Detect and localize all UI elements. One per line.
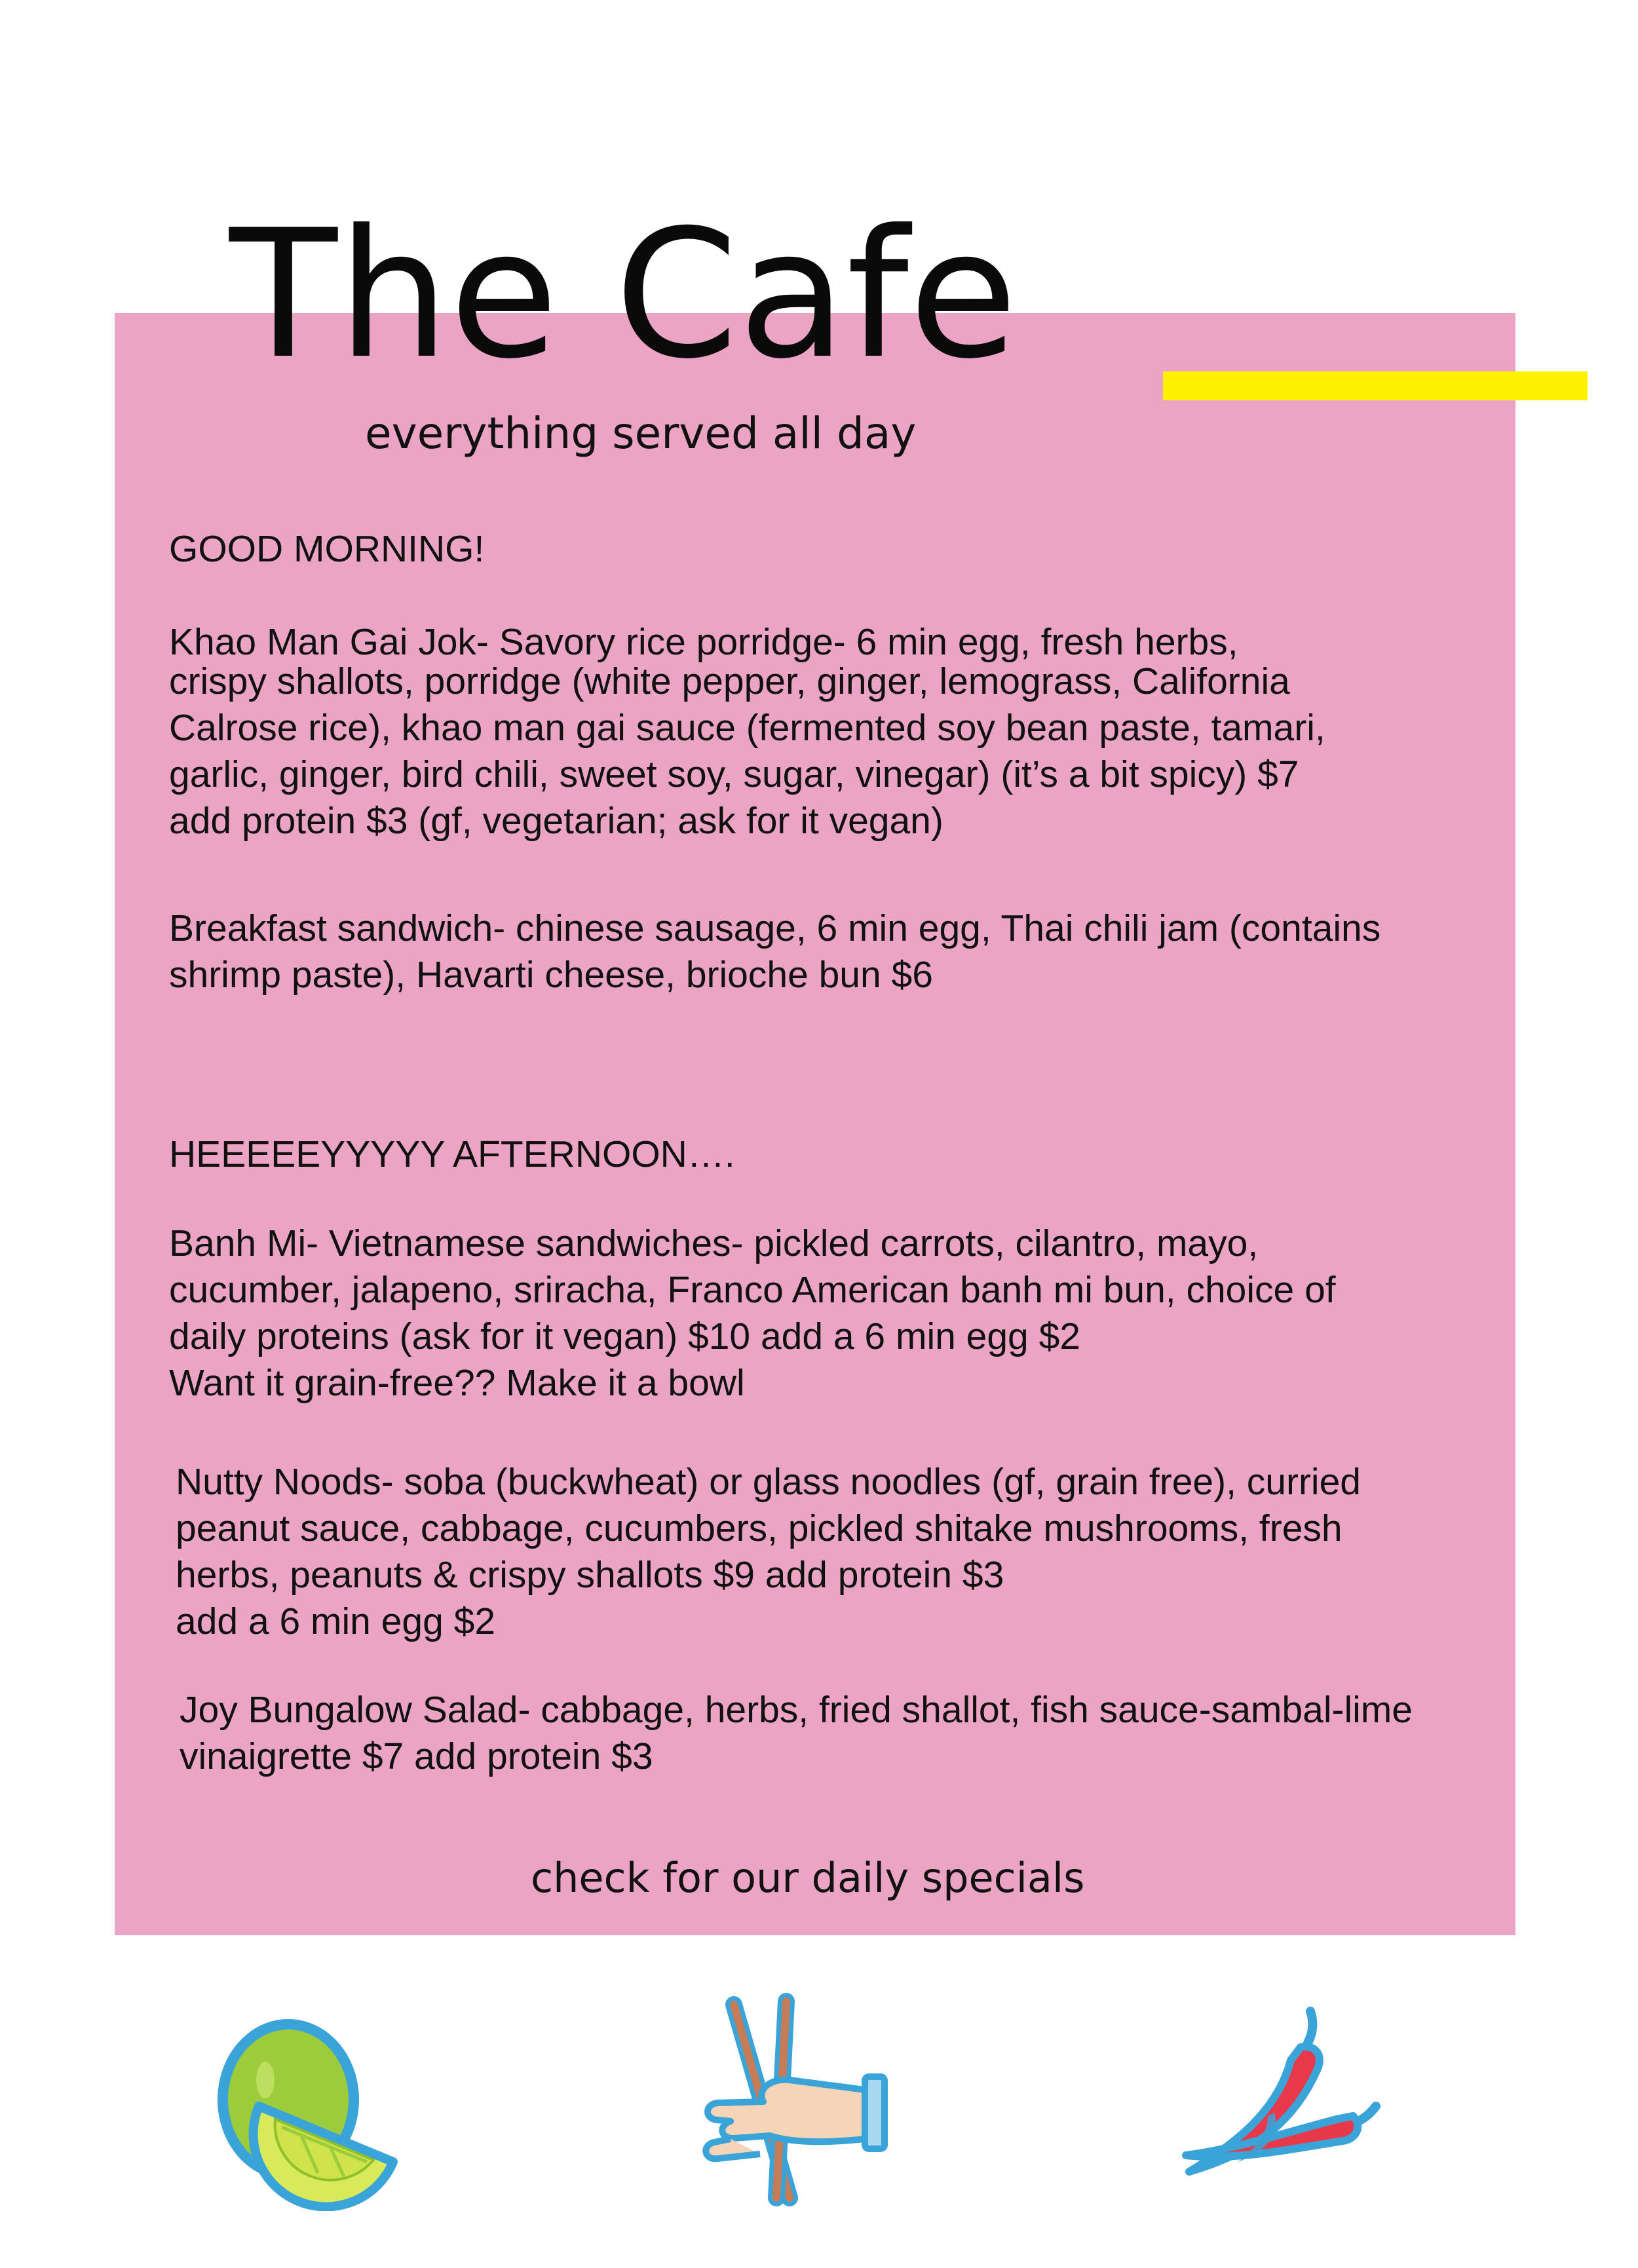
accent-bar (1163, 371, 1588, 400)
menu-item-line: daily proteins (ask for it vegan) $10 add a 6 min egg $2 (169, 1315, 1080, 1357)
chili-peppers-icon (1160, 1985, 1389, 2201)
menu-item-line: Want it grain-free?? Make it a bowl (169, 1362, 745, 1404)
menu-item-line: vinaigrette $7 add protein $3 (180, 1735, 653, 1777)
menu-item-line: Banh Mi- Vietnamese sandwiches- pickled carrots, cilantro, mayo, (169, 1222, 1259, 1264)
menu-item-joy-bungalow-salad (180, 1687, 1413, 1780)
menu-item-line: Joy Bungalow Salad- cabbage, herbs, fried shallot, fish sauce-sambal-lime (180, 1689, 1413, 1731)
chopsticks-hand-icon (691, 1992, 907, 2208)
page-title: The Cafe (229, 191, 1018, 398)
menu-item-line: shrimp paste), Havarti cheese, brioche bun $6 (169, 954, 933, 996)
menu-item-line: Breakfast sandwich- chinese sausage, 6 min egg, Thai chili jam (contains (169, 907, 1381, 949)
menu-item-line: herbs, peanuts & crispy shallots $9 add protein $3 (176, 1554, 1004, 1596)
menu-item-banh-mi (169, 1220, 1336, 1407)
menu-item-line: cucumber, jalapeno, sriracha, Franco American banh mi bun, choice of (169, 1269, 1336, 1311)
tagline: everything served all day (365, 408, 917, 459)
menu-item-line: add a 6 min egg $2 (176, 1600, 496, 1642)
menu-item-nutty-noods (176, 1459, 1361, 1645)
menu-item-breakfast-sandwich (169, 905, 1381, 998)
menu-item-line: Khao Man Gai Jok- Savory rice porridge- 6 min egg, fresh herbs, (169, 621, 1238, 663)
menu-item-line: crispy shallots, porridge (white pepper, ginger, lemograss, California (169, 660, 1290, 702)
menu-item-line: add protein $3 (gf, vegetarian; ask for it vegan) (169, 800, 943, 842)
menu-item-khao-man-gai-jok (169, 619, 1325, 844)
lime-icon (203, 2001, 413, 2211)
menu-item-line: Calrose rice), khao man gai sauce (fermented soy bean paste, tamari, (169, 707, 1325, 749)
menu-item-line: Nutty Noods- soba (buckwheat) or glass noodles (gf, grain free), curried (176, 1461, 1361, 1503)
menu-item-line: garlic, ginger, bird chili, sweet soy, sugar, vinegar) (it’s a bit spicy) $7 (169, 753, 1299, 795)
section-heading-afternoon: HEEEEEYYYYY AFTERNOON…. (169, 1133, 735, 1175)
daily-specials-note: check for our daily specials (531, 1854, 1085, 1902)
menu-item-line: peanut sauce, cabbage, cucumbers, pickled shitake mushrooms, fresh (176, 1507, 1343, 1549)
section-heading-morning: GOOD MORNING! (169, 528, 485, 570)
